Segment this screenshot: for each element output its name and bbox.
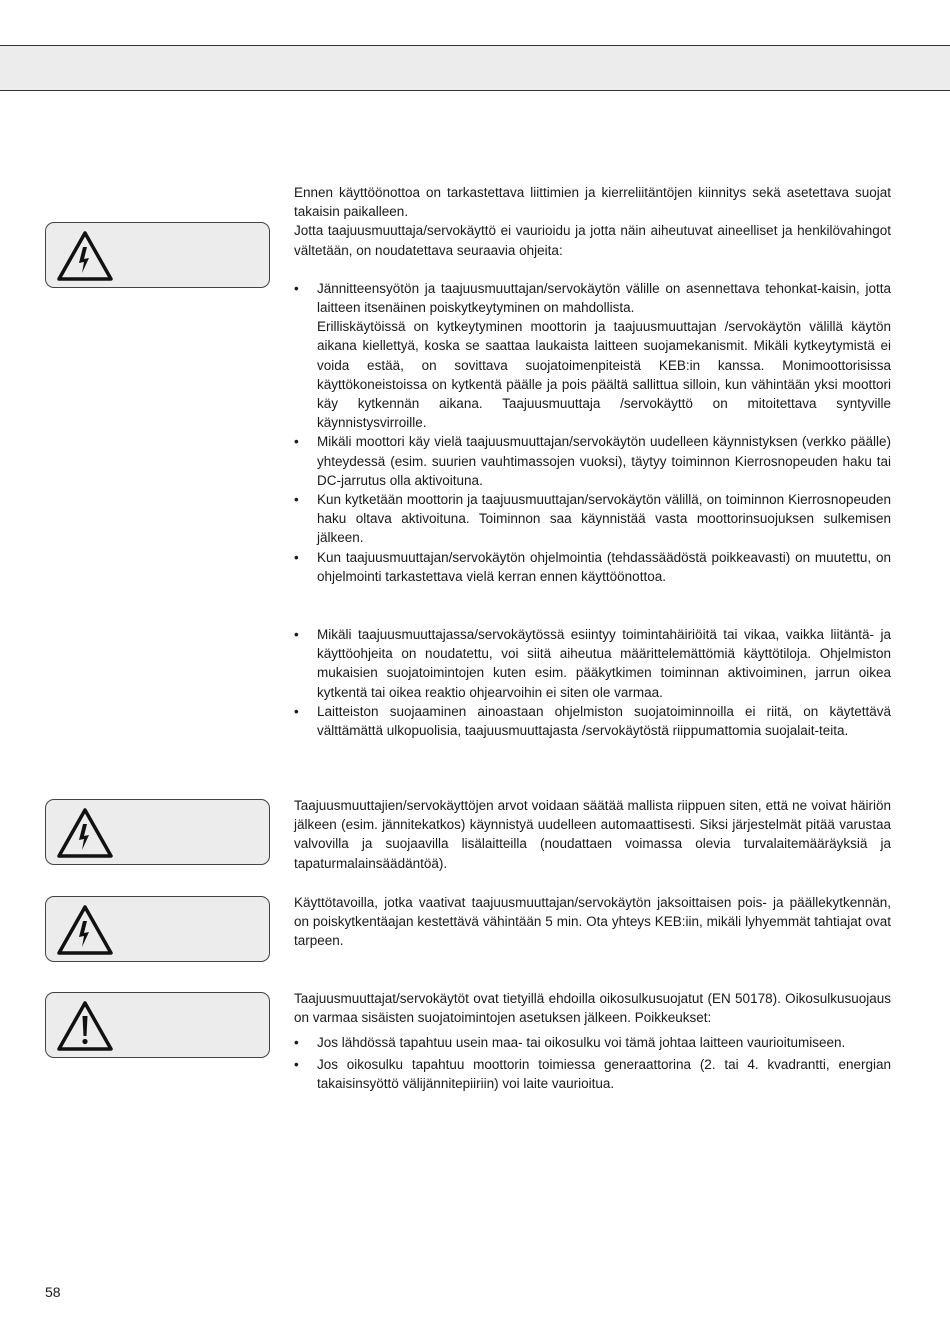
list-item xyxy=(294,279,891,433)
instruction-list xyxy=(294,625,891,740)
electrical-warning-box-switching xyxy=(45,896,270,962)
paragraph: Taajuusmuuttajien/servokäyttöjen arvot voidaan säätää mallista riippuen siten, että ne voivat häiriön jälkeen (esim. jännitekatkos) käynnistyä uudelleen automaattisesti. Siksi järjestelmät pitää varustaa valvovilla ja suojaavilla lisälaitteilla (noudattaen voimassa olevia turvalaitemääräyksiä ja tapaturmalainsäädäntöä). xyxy=(294,798,891,871)
general-warning-box xyxy=(45,992,270,1058)
list-item xyxy=(294,702,891,740)
list-item-text: • Jos lähdössä tapahtuu usein maa- tai oikosulku voi tämä johtaa laitteen vaurioitumiseen. xyxy=(317,1035,846,1051)
list-item-text: • Mikäli taajuusmuuttajassa/servokäytössä esiintyy toimintahäiriöitä tai vikaa, vaikka liitäntä- ja käyttöohjeita on noudatettu, voi siitä aiheutua määrittelemättömiä käyttötiloja. Ohjelmiston mukaisien suojatoimintojen kuten esim. pääkytkimen toiminnan aktivoiminen, jarrun oikea kytkentä tai oikea reaktio ohjearvoihin ei siten ole varmaa. xyxy=(317,627,891,700)
short-circuit-note xyxy=(294,989,891,1093)
automatic-restart-note xyxy=(294,796,891,873)
list-item-text: Erilliskäytöissä on kytkeytyminen moottorin ja taajuusmuuttajan /servokäytön välillä käytön aikana kiellettyä, koska se saattaa laukaista laitteen suojamekanismit. Mikäli kytkeytymistä ei voida estää, on sovittava suojatoimenpiteistä KEB:in kanssa. Monimoottorisissa käyttökoneistoissa on kytkentä päälle ja pois päältä sallittua silloin, kun vähintään yksi moottori käy kytkennän aikana. Taajuusmuuttaja /servokäyttö on mitoitettava syntyville käynnistysvirroille. xyxy=(317,319,891,431)
electrical-warning-box-restart xyxy=(45,799,270,865)
intro-paragraph: Ennen käyttöönottoa on tarkastettava liittimien ja kierreliitäntöjen kiinnitys sekä asetettava suojat takaisin paikalleen. xyxy=(294,185,891,220)
paragraph: Käyttötavoilla, jotka vaativat taajuusmuuttajan/servokäytön jaksoittaisen pois- ja päällekytkennän, on poiskytkentäajan kestettävä vähintään 5 min. Ota yhteys KEB:iin, mikäli lyhyemmät tahtiajat ovat tarpeen. xyxy=(294,895,891,949)
intro-paragraph: Jotta taajuusmuuttaja/servokäyttö ei vaurioidu ja jotta näin aiheutuvat aineelliset ja henkilövahingot vältetään, on noudatettava seuraavia ohjeita: xyxy=(294,223,891,258)
list-item xyxy=(294,1033,891,1052)
paragraph: Taajuusmuuttajat/servokäytöt ovat tietyillä ehdoilla oikosulkusuojatut (EN 50178). Oikosulkusuojaus on varmaa sisäisten suojatoimintojen asetuksen jälkeen. Poikkeukset: xyxy=(294,991,891,1026)
header-band xyxy=(0,45,950,91)
list-item xyxy=(294,1055,891,1093)
software-protection-notes xyxy=(294,625,891,740)
list-item-text: • Kun taajuusmuuttajan/servokäytön ohjelmointia (tehdassäädöstä poikkeavasti) on muutettu, on ohjelmointi tarkastettava vielä kerran ennen käyttöönottoa. xyxy=(317,549,891,584)
electrical-hazard-icon xyxy=(56,807,114,859)
commissioning-instructions xyxy=(294,183,891,586)
list-item-text: • Jos oikosulku tapahtuu moottorin toimiessa generaattorina (2. tai 4. kvadrantti, energian takaisinsyöttö välijännitepiiriin) voi laite vaurioitua. xyxy=(317,1056,891,1091)
list-item xyxy=(294,625,891,702)
list-item-text: • Jännitteensyötön ja taajuusmuuttajan/servokäytön välille on asennettava tehonkat-kaisin, jotta laitteen itsenäinen poiskytkeytyminen on mahdollista. xyxy=(317,280,891,316)
electrical-warning-box xyxy=(45,222,270,288)
instruction-list xyxy=(294,279,891,586)
list-item-text: • Kun kytketään moottorin ja taajuusmuuttajan/servokäytön välillä, on toiminnon Kierrosnopeuden haku oltava aktivoituna. Toiminnon saa käynnistää vasta moottorinsuojuksen sulkemisen jälkeen. xyxy=(317,492,891,546)
list-item-text: • Mikäli moottori käy vielä taajuusmuuttajan/servokäytön uudelleen käynnistyksen (verkko päälle) yhteydessä (esim. suurien vauhtimassojen vuoksi), täytyy toiminnon Kierrosnopeuden haku tai DC-jarrutus olla aktivoituna. xyxy=(317,434,891,488)
general-warning-icon xyxy=(56,1000,114,1052)
list-item xyxy=(294,432,891,490)
list-item xyxy=(294,548,891,586)
switching-interval-note xyxy=(294,893,891,951)
list-item-text: • Laitteiston suojaaminen ainoastaan ohjelmiston suojatoiminnoilla ei riitä, on käytettävä välttämättä ulkopuolisia, taajuusmuuttajasta /servokäytöstä riippumattomia suojalait-teita. xyxy=(317,703,891,739)
list-item xyxy=(294,490,891,548)
electrical-hazard-icon xyxy=(56,904,114,956)
electrical-hazard-icon xyxy=(56,230,114,282)
page-number: 58 xyxy=(45,1284,61,1300)
exception-list xyxy=(294,1033,891,1093)
